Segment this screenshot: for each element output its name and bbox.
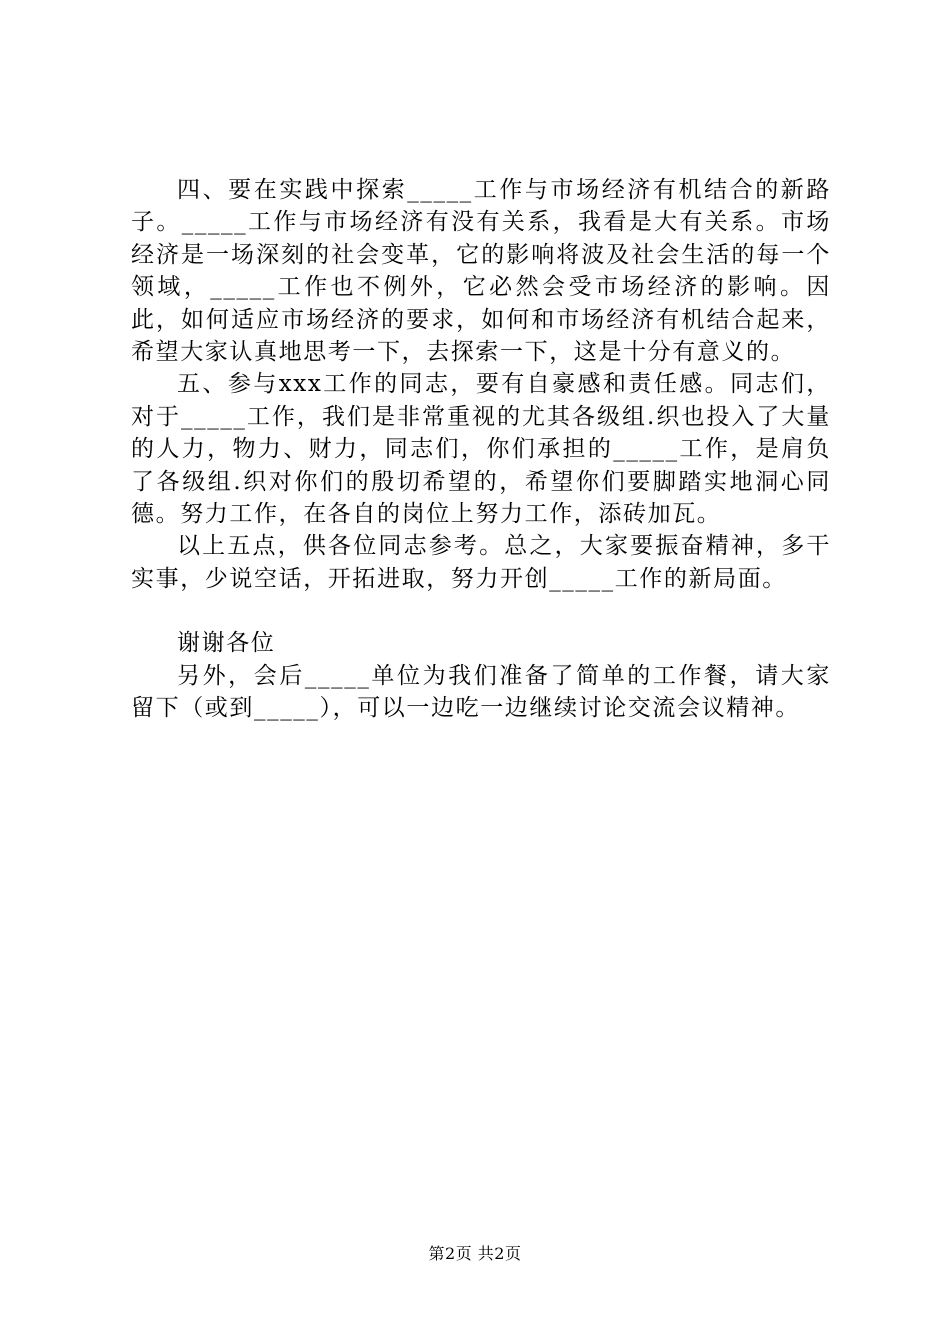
page-number-label: 第2页 共2页 bbox=[428, 1244, 522, 1263]
paragraph-four: 四、要在实践中探索_____工作与市场经济有机结合的新路子。_____工作与市场经济有没有关系，我看是大有关系。市场经济是一场深刻的社会变革，它的影响将波及社会生活的每一个领域，_____工作也不例外，它必然会受市场经济的影响。因此，如何适应市场经济的要求，如何和市场经济有机结合起来，希望大家认真地思考一下，去探索一下，这是十分有意义的。 bbox=[131, 177, 831, 366]
document-body bbox=[131, 174, 831, 725]
blank-line bbox=[131, 595, 831, 627]
page-footer bbox=[0, 1244, 950, 1264]
paragraph-postscript: 另外，会后_____单位为我们准备了简单的工作餐，请大家留下（或到_____），可以一边吃一边继续讨论交流会议精神。 bbox=[131, 662, 831, 722]
paragraph-five: 五、参与xxx工作的同志，要有自豪感和责任感。同志们，对于_____工作，我们是非常重视的尤其各级组.织也投入了大量的人力，物力、财力，同志们，你们承担的_____工作，是肩负了各级组.织对你们的殷切希望的，希望你们要脚踏实地洞心同德。努力工作，在各自的岗位上努力工作，添砖加瓦。 bbox=[131, 371, 831, 528]
paragraph-summary: 以上五点，供各位同志参考。总之，大家要振奋精神，多干实事，少说空话，开拓进取，努力开创_____工作的新局面。 bbox=[131, 533, 831, 592]
closing-thanks: 谢谢各位 bbox=[177, 630, 276, 657]
